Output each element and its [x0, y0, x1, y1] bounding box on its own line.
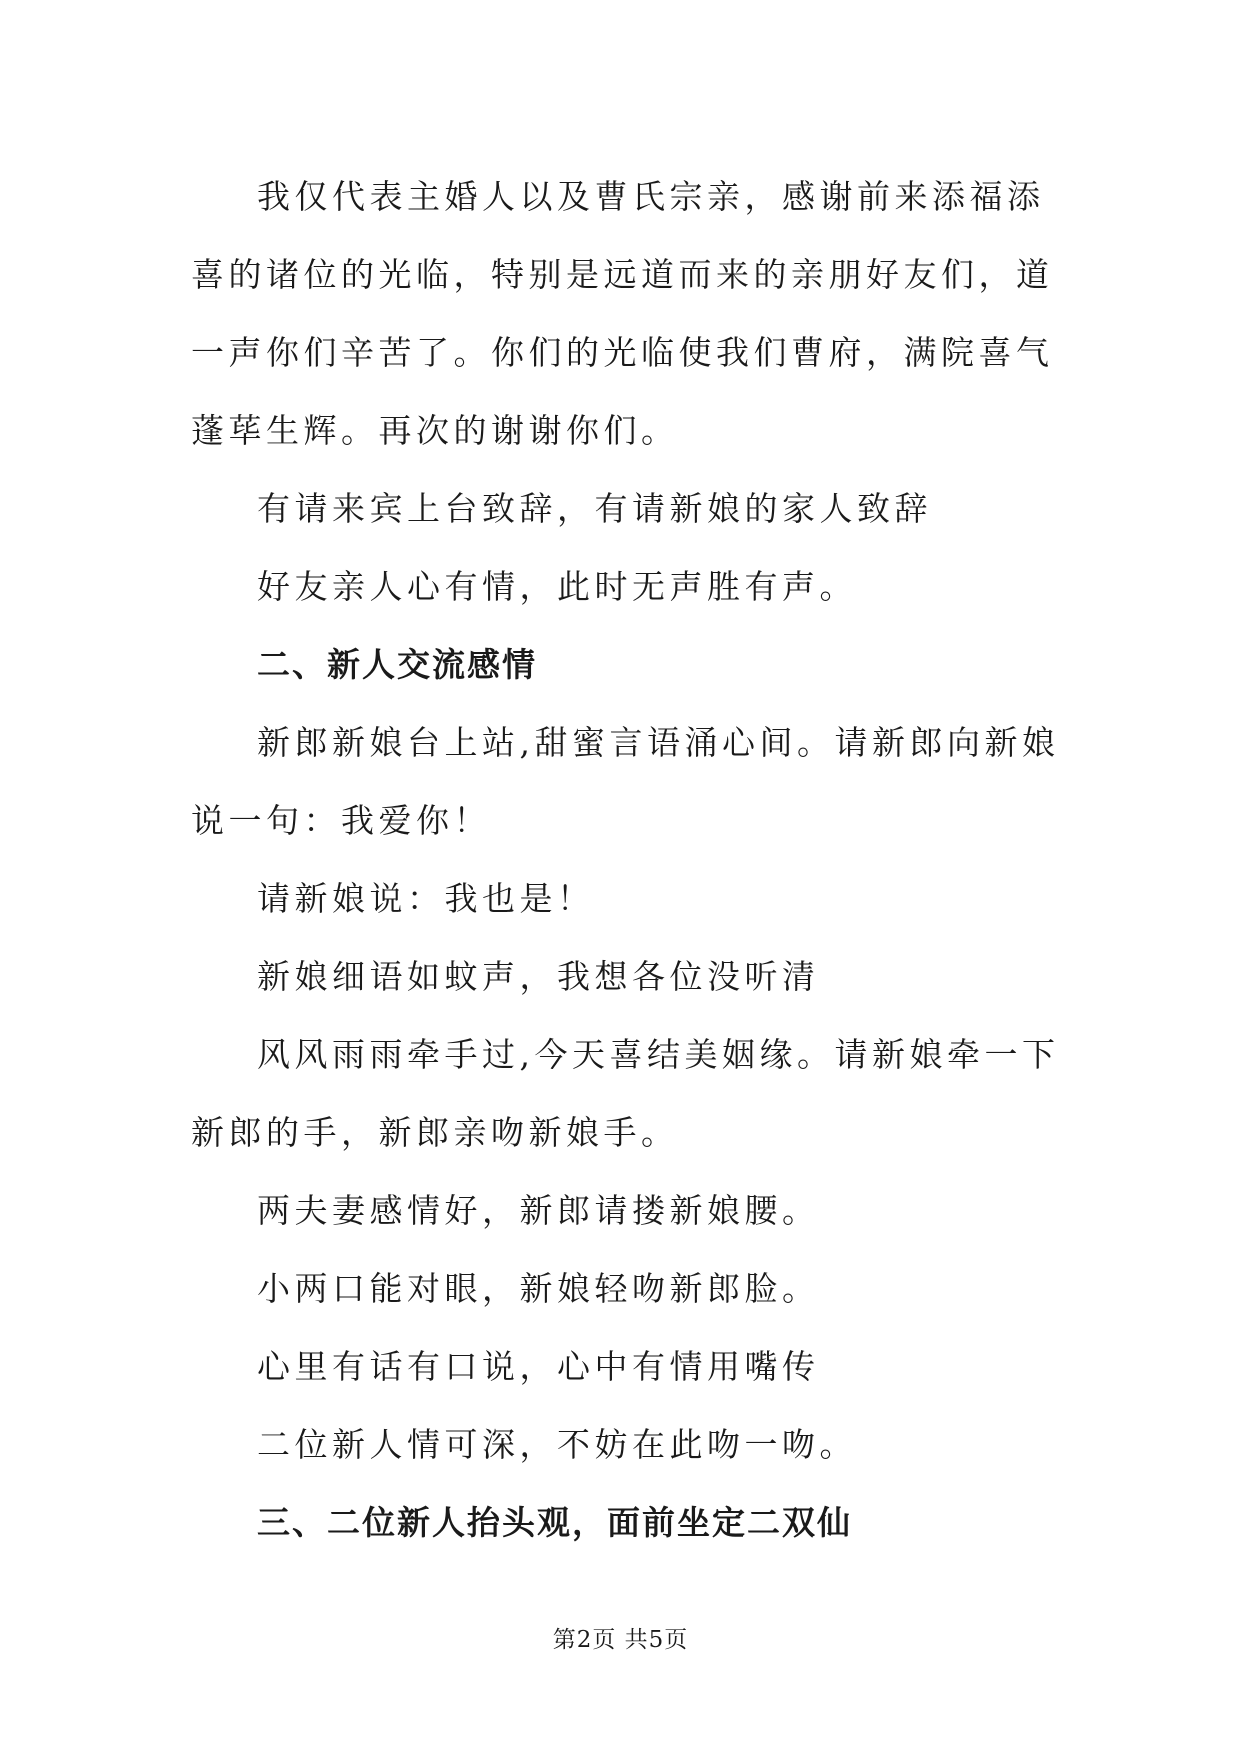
paragraph: 有请来宾上台致辞，有请新娘的家人致辞 [257, 489, 932, 528]
paragraph: 新郎新娘台上站,甜蜜言语涌心间。请新郎向新娘说一句：我爱你！ [191, 723, 1060, 840]
paragraph: 心里有话有口说，心中有情用嘴传 [257, 1347, 820, 1386]
paragraph: 风风雨雨牵手过,今天喜结美姻缘。请新娘牵一下新郎的手，新郎亲吻新娘手。 [191, 1035, 1060, 1152]
paragraph: 新娘细语如蚊声，我想各位没听清 [257, 957, 820, 996]
paragraph: 二位新人情可深，不妨在此吻一吻。 [257, 1425, 857, 1464]
section-heading: 二、新人交流感情 [257, 645, 537, 684]
document-body [191, 158, 1061, 1562]
page-number-footer: 第2页 共5页 [552, 1627, 689, 1653]
paragraph: 小两口能对眼，新娘轻吻新郎脸。 [257, 1269, 820, 1308]
paragraph: 请新娘说：我也是！ [257, 879, 595, 918]
paragraph: 两夫妻感情好，新郎请搂新娘腰。 [257, 1191, 820, 1230]
paragraph: 我仅代表主婚人以及曹氏宗亲，感谢前来添福添喜的诸位的光临，特别是远道而来的亲朋好友们，道一声你们辛苦了。你们的光临使我们曹府，满院喜气蓬荜生辉。再次的谢谢你们。 [191, 177, 1054, 450]
paragraph: 好友亲人心有情，此时无声胜有声。 [257, 567, 857, 606]
section-heading: 三、二位新人抬头观，面前坐定二双仙 [257, 1503, 852, 1542]
